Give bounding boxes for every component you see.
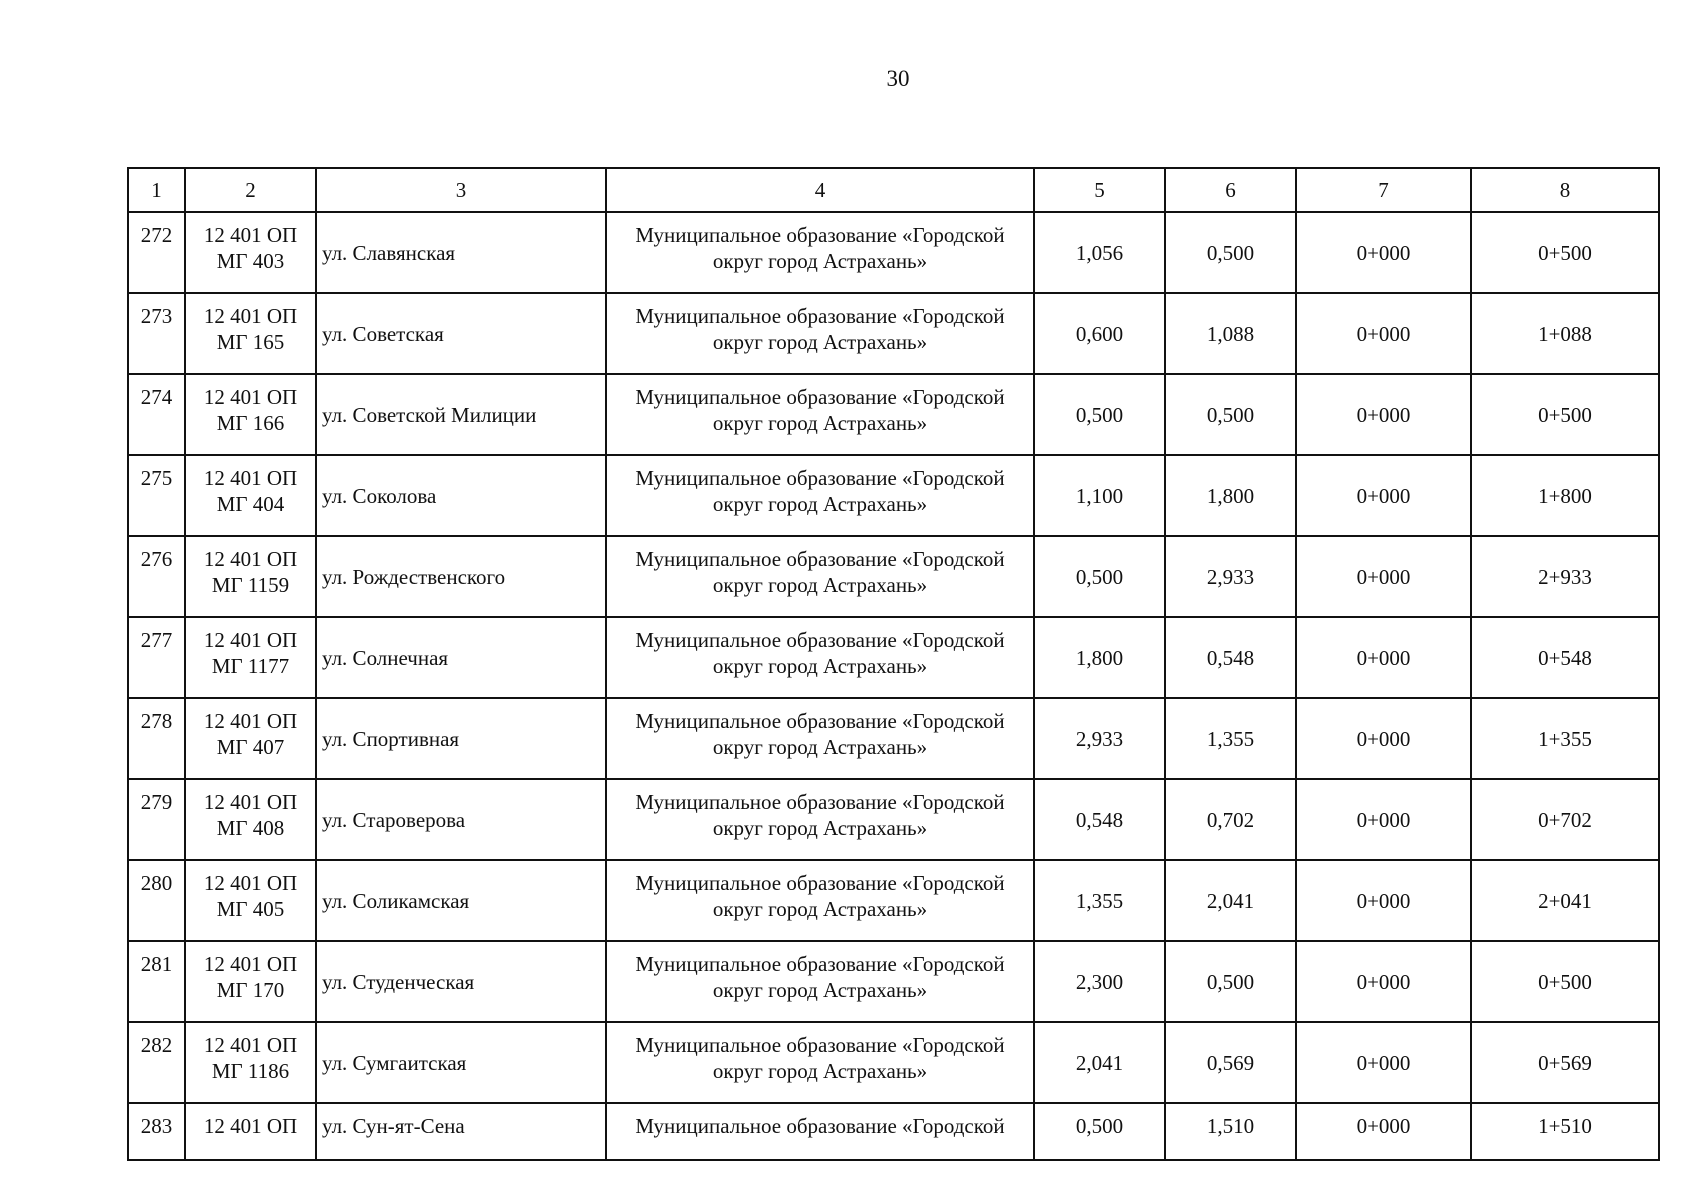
road-code-line: 12 401 ОП — [203, 790, 298, 814]
value-cell-col-5: 1,100 — [1034, 455, 1165, 536]
value-cell-col-6: 0,569 — [1165, 1022, 1296, 1103]
header-cell-col-8: 8 — [1471, 168, 1659, 212]
road-name-cell: ул. Студенческая — [316, 941, 606, 1022]
road-code-line: 12 401 ОП — [203, 547, 298, 571]
table-row — [128, 698, 1659, 779]
road-code-line: 12 401 ОП — [203, 952, 298, 976]
owner-cell — [606, 293, 1034, 374]
value-cell-col-7: 0+000 — [1296, 374, 1471, 455]
row-number-cell: 276 — [128, 536, 185, 617]
owner-line: округ город Астрахань» — [712, 897, 928, 921]
table-row — [128, 779, 1659, 860]
value-cell-col-5: 0,600 — [1034, 293, 1165, 374]
value-cell-col-7: 0+000 — [1296, 698, 1471, 779]
owner-cell — [606, 698, 1034, 779]
road-code-cell — [185, 1103, 316, 1160]
road-code-line: МГ 1177 — [211, 654, 290, 678]
owner-line: округ город Астрахань» — [712, 978, 928, 1002]
row-number-cell: 275 — [128, 455, 185, 536]
table-row — [128, 374, 1659, 455]
owner-line: округ город Астрахань» — [712, 573, 928, 597]
header-cell-col-7: 7 — [1296, 168, 1471, 212]
road-name-cell: ул. Сумгаитская — [316, 1022, 606, 1103]
value-cell-col-8: 1+800 — [1471, 455, 1659, 536]
road-name-cell: ул. Соколова — [316, 455, 606, 536]
value-cell-col-8: 1+510 — [1471, 1103, 1659, 1160]
value-cell-col-7: 0+000 — [1296, 617, 1471, 698]
road-name-cell: ул. Рождественского — [316, 536, 606, 617]
table-row — [128, 941, 1659, 1022]
road-code-line: 12 401 ОП — [203, 1114, 298, 1138]
header-cell-col-6: 6 — [1165, 168, 1296, 212]
row-number-cell: 273 — [128, 293, 185, 374]
owner-cell — [606, 860, 1034, 941]
owner-line: Муниципальное образование «Городской — [635, 1033, 1005, 1057]
value-cell-col-8: 0+500 — [1471, 941, 1659, 1022]
road-name-cell: ул. Советская — [316, 293, 606, 374]
road-name-cell: ул. Спортивная — [316, 698, 606, 779]
value-cell-col-7: 0+000 — [1296, 941, 1471, 1022]
table-row — [128, 293, 1659, 374]
road-code-cell — [185, 779, 316, 860]
value-cell-col-5: 0,500 — [1034, 374, 1165, 455]
value-cell-col-5: 1,056 — [1034, 212, 1165, 293]
owner-line: округ город Астрахань» — [712, 411, 928, 435]
owner-line: округ город Астрахань» — [712, 492, 928, 516]
road-code-cell — [185, 212, 316, 293]
header-cell-col-4: 4 — [606, 168, 1034, 212]
owner-cell — [606, 1022, 1034, 1103]
owner-line: Муниципальное образование «Городской — [635, 223, 1005, 247]
road-code-line: 12 401 ОП — [203, 385, 298, 409]
owner-line: Муниципальное образование «Городской — [635, 304, 1005, 328]
owner-line: Муниципальное образование «Городской — [635, 790, 1005, 814]
table-row — [128, 212, 1659, 293]
value-cell-col-7: 0+000 — [1296, 1103, 1471, 1160]
row-number-cell: 278 — [128, 698, 185, 779]
value-cell-col-5: 0,548 — [1034, 779, 1165, 860]
row-number-cell: 283 — [128, 1103, 185, 1160]
value-cell-col-8: 0+702 — [1471, 779, 1659, 860]
value-cell-col-7: 0+000 — [1296, 1022, 1471, 1103]
value-cell-col-5: 2,041 — [1034, 1022, 1165, 1103]
road-code-line: МГ 166 — [216, 411, 285, 435]
table-row — [128, 617, 1659, 698]
road-code-line: МГ 405 — [216, 897, 285, 921]
road-name-cell: ул. Староверова — [316, 779, 606, 860]
table-row — [128, 860, 1659, 941]
road-code-cell — [185, 617, 316, 698]
road-code-line: 12 401 ОП — [203, 871, 298, 895]
owner-cell — [606, 1103, 1034, 1160]
road-name-cell: ул. Сун-ят-Сена — [316, 1103, 606, 1160]
row-number-cell: 274 — [128, 374, 185, 455]
owner-line: Муниципальное образование «Городской — [635, 547, 1005, 571]
value-cell-col-5: 2,933 — [1034, 698, 1165, 779]
header-cell-col-5: 5 — [1034, 168, 1165, 212]
owner-line: Муниципальное образование «Городской — [635, 1114, 1005, 1138]
value-cell-col-5: 0,500 — [1034, 1103, 1165, 1160]
value-cell-col-7: 0+000 — [1296, 293, 1471, 374]
owner-line: округ город Астрахань» — [712, 735, 928, 759]
row-number-cell: 277 — [128, 617, 185, 698]
owner-line: округ город Астрахань» — [712, 654, 928, 678]
value-cell-col-6: 0,500 — [1165, 212, 1296, 293]
owner-line: Муниципальное образование «Городской — [635, 871, 1005, 895]
value-cell-col-6: 1,355 — [1165, 698, 1296, 779]
value-cell-col-8: 0+569 — [1471, 1022, 1659, 1103]
owner-line: Муниципальное образование «Городской — [635, 628, 1005, 652]
value-cell-col-6: 1,510 — [1165, 1103, 1296, 1160]
value-cell-col-8: 0+500 — [1471, 212, 1659, 293]
header-cell-col-3: 3 — [316, 168, 606, 212]
table-row — [128, 1103, 1659, 1160]
table-row — [128, 536, 1659, 617]
value-cell-col-8: 1+355 — [1471, 698, 1659, 779]
value-cell-col-8: 0+500 — [1471, 374, 1659, 455]
value-cell-col-7: 0+000 — [1296, 860, 1471, 941]
value-cell-col-6: 0,500 — [1165, 374, 1296, 455]
roads-table — [127, 167, 1660, 1161]
value-cell-col-5: 1,800 — [1034, 617, 1165, 698]
table-row — [128, 455, 1659, 536]
road-code-line: 12 401 ОП — [203, 304, 298, 328]
road-code-line: МГ 170 — [216, 978, 285, 1002]
row-number-cell: 272 — [128, 212, 185, 293]
value-cell-col-6: 2,041 — [1165, 860, 1296, 941]
value-cell-col-8: 1+088 — [1471, 293, 1659, 374]
road-code-cell — [185, 941, 316, 1022]
road-code-line: МГ 404 — [216, 492, 285, 516]
value-cell-col-6: 2,933 — [1165, 536, 1296, 617]
header-cell-col-2: 2 — [185, 168, 316, 212]
road-code-line: 12 401 ОП — [203, 223, 298, 247]
value-cell-col-5: 2,300 — [1034, 941, 1165, 1022]
road-code-line: МГ 407 — [216, 735, 285, 759]
road-code-line: 12 401 ОП — [203, 466, 298, 490]
road-code-cell — [185, 698, 316, 779]
owner-cell — [606, 617, 1034, 698]
owner-line: округ город Астрахань» — [712, 1059, 928, 1083]
table-row — [128, 1022, 1659, 1103]
row-number-cell: 281 — [128, 941, 185, 1022]
owner-cell — [606, 779, 1034, 860]
owner-cell — [606, 536, 1034, 617]
value-cell-col-6: 0,500 — [1165, 941, 1296, 1022]
owner-line: Муниципальное образование «Городской — [635, 466, 1005, 490]
value-cell-col-5: 0,500 — [1034, 536, 1165, 617]
road-code-cell — [185, 293, 316, 374]
row-number-cell: 280 — [128, 860, 185, 941]
road-name-cell: ул. Соликамская — [316, 860, 606, 941]
value-cell-col-7: 0+000 — [1296, 536, 1471, 617]
owner-line: округ город Астрахань» — [712, 249, 928, 273]
row-number-cell: 282 — [128, 1022, 185, 1103]
road-code-cell — [185, 860, 316, 941]
owner-cell — [606, 374, 1034, 455]
road-name-cell: ул. Советской Милиции — [316, 374, 606, 455]
table-header-row — [128, 168, 1659, 212]
road-code-line: МГ 165 — [216, 330, 285, 354]
owner-line: Муниципальное образование «Городской — [635, 385, 1005, 409]
road-name-cell: ул. Солнечная — [316, 617, 606, 698]
value-cell-col-8: 2+933 — [1471, 536, 1659, 617]
value-cell-col-6: 0,548 — [1165, 617, 1296, 698]
road-code-line: 12 401 ОП — [203, 628, 298, 652]
page-number: 30 — [886, 66, 910, 91]
road-code-line: 12 401 ОП — [203, 1033, 298, 1057]
road-code-cell — [185, 536, 316, 617]
road-code-line: МГ 408 — [216, 816, 285, 840]
value-cell-col-6: 0,702 — [1165, 779, 1296, 860]
value-cell-col-7: 0+000 — [1296, 455, 1471, 536]
road-name-cell: ул. Славянская — [316, 212, 606, 293]
owner-cell — [606, 455, 1034, 536]
value-cell-col-8: 0+548 — [1471, 617, 1659, 698]
owner-line: Муниципальное образование «Городской — [635, 709, 1005, 733]
value-cell-col-8: 2+041 — [1471, 860, 1659, 941]
owner-line: Муниципальное образование «Городской — [635, 952, 1005, 976]
owner-line: округ город Астрахань» — [712, 330, 928, 354]
road-code-cell — [185, 374, 316, 455]
owner-cell — [606, 941, 1034, 1022]
value-cell-col-6: 1,088 — [1165, 293, 1296, 374]
owner-cell — [606, 212, 1034, 293]
road-code-line: 12 401 ОП — [203, 709, 298, 733]
value-cell-col-7: 0+000 — [1296, 212, 1471, 293]
value-cell-col-5: 1,355 — [1034, 860, 1165, 941]
road-code-line: МГ 403 — [216, 249, 285, 273]
value-cell-col-7: 0+000 — [1296, 779, 1471, 860]
value-cell-col-6: 1,800 — [1165, 455, 1296, 536]
road-code-cell — [185, 455, 316, 536]
road-code-cell — [185, 1022, 316, 1103]
header-cell-col-1: 1 — [128, 168, 185, 212]
road-code-line: МГ 1186 — [211, 1059, 290, 1083]
road-code-line: МГ 1159 — [211, 573, 290, 597]
row-number-cell: 279 — [128, 779, 185, 860]
owner-line: округ город Астрахань» — [712, 816, 928, 840]
